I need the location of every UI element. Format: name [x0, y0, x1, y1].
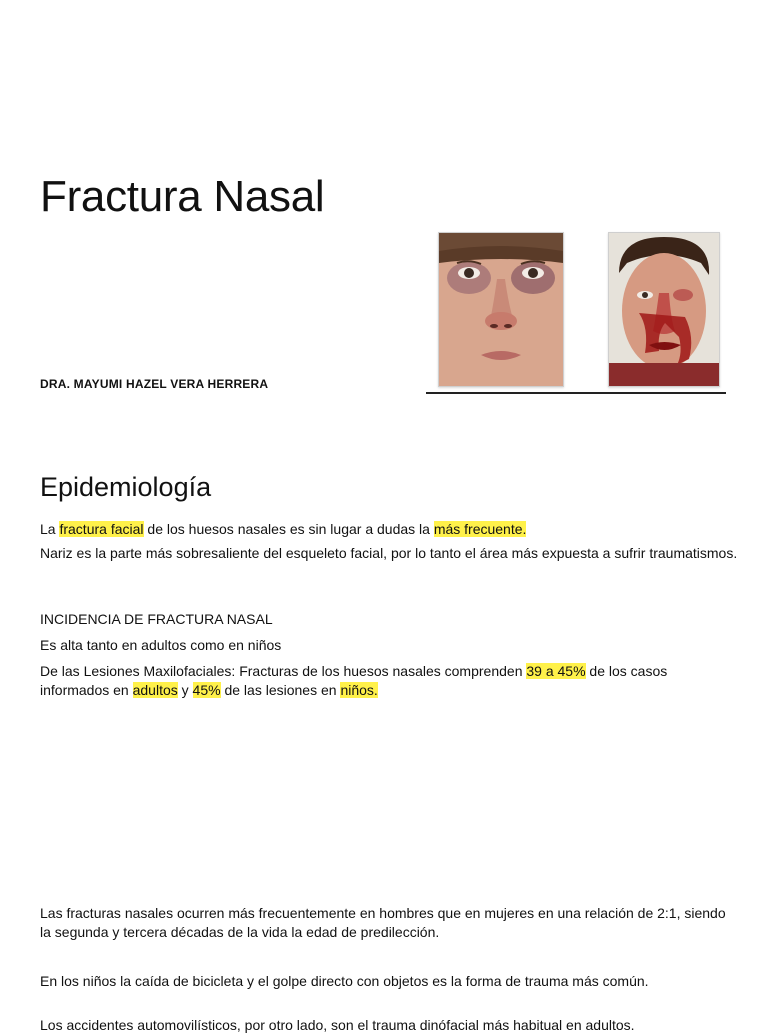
patient-photo-bleeding-nose: [608, 232, 720, 387]
paragraph-incidence: Es alta tanto en adultos como en niños: [40, 637, 282, 653]
paragraph-maxillofacial-stats: De las Lesiones Maxilofaciales: Fracturas de los huesos nasales comprenden 39 a 45% de los casos informados en adultos y 45% de las lesiones en niños.: [40, 663, 668, 698]
paragraph-adult-trauma: Los accidentes automovilísticos, por otro lado, son el trauma dinófacial más habitual en adultos.: [40, 1017, 635, 1033]
highlight-39-45: 39 a 45%: [526, 663, 586, 679]
highlight-adultos: adultos: [132, 682, 178, 698]
document-title: Fractura Nasal: [40, 172, 325, 221]
highlight-ninos: niños.: [340, 682, 378, 698]
paragraph-gender-ratio: Las fracturas nasales ocurren más frecuentemente en hombres que en mujeres en una relación de 2:1, siendo la segunda y tercera décadas de la vida la edad de predilección.: [40, 905, 726, 940]
incidence-heading: INCIDENCIA DE FRACTURA NASAL: [40, 611, 273, 627]
author-name: DRA. MAYUMI HAZEL VERA HERRERA: [40, 377, 269, 391]
header-divider: [426, 392, 726, 394]
highlight-fractura-facial: fractura facial: [59, 521, 144, 537]
paragraph-children-trauma: En los niños la caída de bicicleta y el golpe directo con objetos es la forma de trauma más común.: [40, 973, 649, 989]
paragraph-nose-exposure: Nariz es la parte más sobresaliente del esqueleto facial, por lo tanto el área más expuesta a sufrir traumatismos.: [40, 545, 738, 561]
patient-photo-bruised-nose: [438, 232, 564, 387]
highlight-45: 45%: [192, 682, 221, 698]
paragraph-fracture-frequency: La fractura facial de los huesos nasales es sin lugar a dudas la más frecuente.: [40, 521, 527, 537]
highlight-mas-frecuente: más frecuente.: [433, 521, 527, 537]
section-title: Epidemiología: [40, 472, 212, 502]
